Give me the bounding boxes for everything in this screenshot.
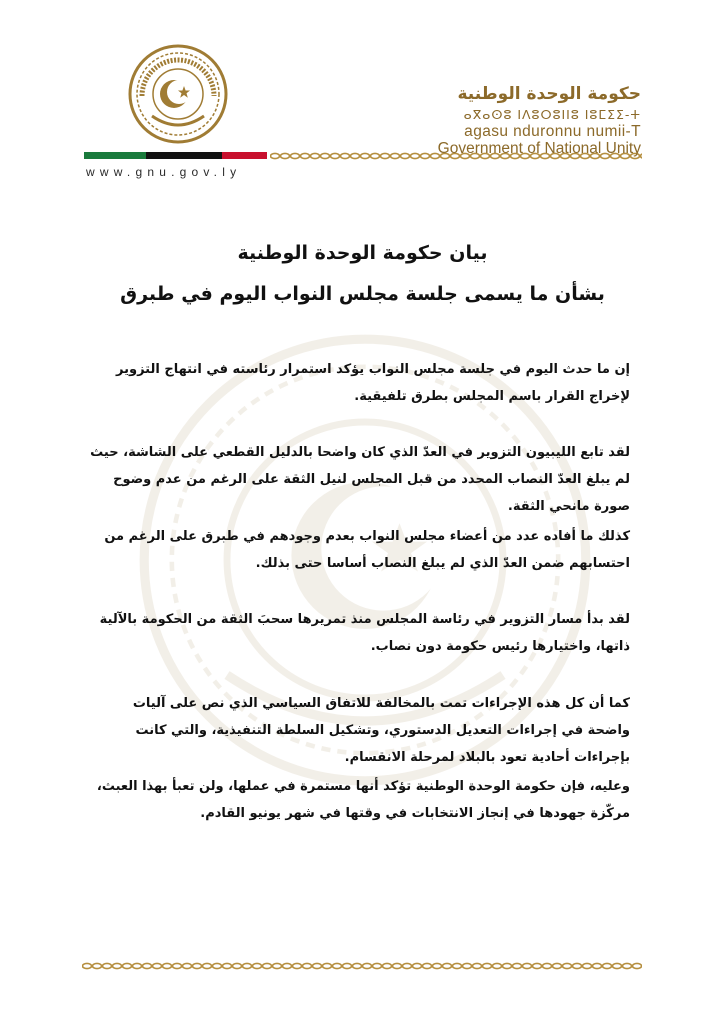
government-name-block: [401, 84, 641, 158]
paragraph-3: كذلك ما أفاده عدد من أعضاء مجلس النواب بعدم وجودهم في طبرق على الرغم من احتسابهم ضمن العدّ الذي لم يبلغ النصاب أساسا حتى بذلك.: [104, 529, 630, 571]
paragraph-1: إن ما حدث اليوم في جلسة مجلس النواب يؤكد استمرار رئاسته في انتهاج التزوير لإخراج القرار باسم المجلس بطرق تلفيقية.: [116, 362, 630, 404]
government-name-latin: agasu nduronnu numii-T: [464, 123, 641, 140]
statement-subtitle: بشأن ما يسمى جلسة مجلس النواب اليوم في طبرق: [120, 283, 605, 305]
government-name-english: Government of National Unity: [437, 140, 641, 157]
chain-divider-bottom: [82, 962, 642, 970]
paragraph-6: وعليه، فإن حكومة الوحدة الوطنية تؤكد أنها مستمرة في عملها، ولن تعبأ بهذا العبث، مركّزة جهودها في إنجاز الانتخابات في وقتها في شهر يونيو القادم.: [96, 779, 630, 821]
statement-title: بيان حكومة الوحدة الوطنية: [237, 242, 488, 264]
paragraph-4: لقد بدأ مسار التزوير في رئاسة المجلس منذ تمريرها سحبَ الثقة من الحكومة بالآلية ذاتها، واختيارها رئيس حكومة دون نصاب.: [99, 612, 630, 654]
website-url: www.gnu.gov.ly: [86, 165, 242, 179]
libyan-flag-bar: [84, 152, 267, 159]
government-name-tifinagh: ⴰⴳⴰⵙⵓ ⵏⴷⵓⵔⵓⵏⵏⵓ ⵏⵓⵎⵉⵉ-ⵜ: [463, 107, 641, 122]
government-logo: [128, 44, 228, 144]
paragraph-5: كما أن كل هذه الإجراءات تمت بالمخالفة للاتفاق السياسي الذي نص على آليات واضحة في إجراءات التعديل الدستوري، وتشكيل السلطة التنفيذية، والتي كانت بإجراءات أحادية تعود بالبلاد لمرحلة الانقسام.: [132, 696, 630, 765]
paragraph-2: لقد تابع الليبيون التزوير في العدّ الذي كان واضحا بالدليل القطعي على الشاشة، حيث لم يبلغ العدّ النصاب المحدد من قبل المجلس لنيل الثقة على الرغم من عدم وضوح صورة مانحي الثقة.: [90, 445, 630, 514]
government-name-arabic: حكومة الوحدة الوطنية: [457, 84, 641, 104]
